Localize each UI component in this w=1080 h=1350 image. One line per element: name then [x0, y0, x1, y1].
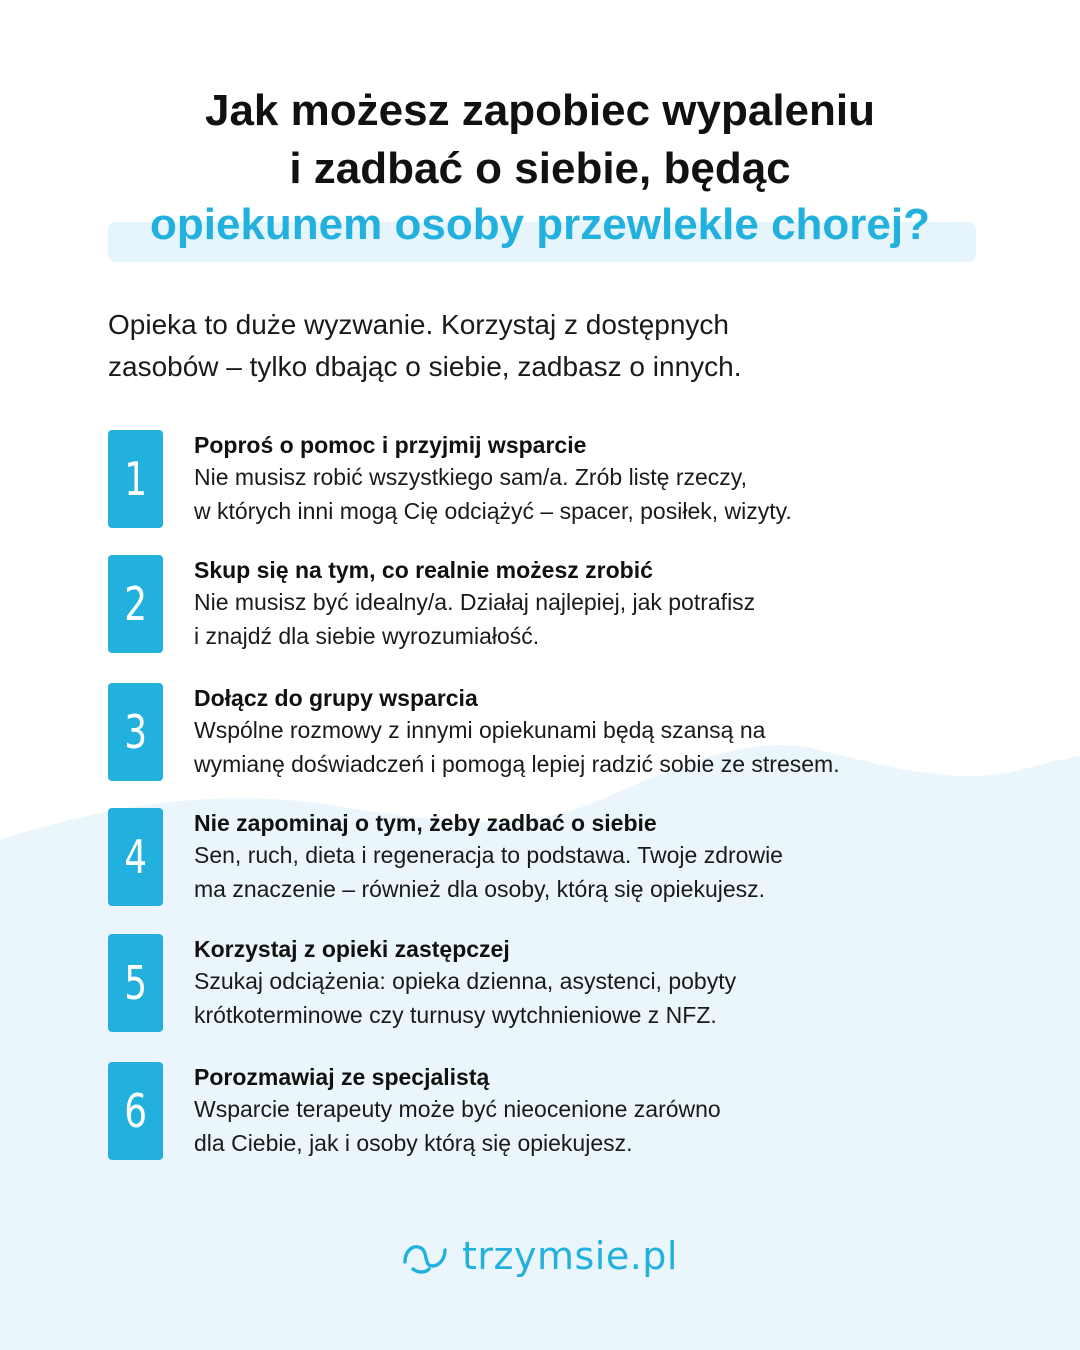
number-label: 2: [124, 577, 147, 631]
item-desc-line-1: Nie musisz być idealny/a. Działaj najlepiej, jak potrafisz: [194, 589, 756, 615]
number-label: 5: [124, 956, 147, 1010]
item-description: [194, 713, 994, 781]
logo-text: trzymsie.pl: [462, 1234, 678, 1278]
item-desc-line-1: Szukaj odciążenia: opieka dzienna, asystenci, pobyty: [194, 968, 737, 994]
list-item: [108, 683, 988, 781]
item-description: [194, 460, 994, 528]
title-line-1: Jak możesz zapobiec wypaleniu: [204, 86, 875, 135]
number-badge: [108, 683, 163, 781]
number-badge: [108, 808, 163, 906]
intro-line-2: zasobów – tylko dbając o siebie, zadbasz o innych.: [108, 351, 742, 382]
number-label: 3: [124, 705, 147, 759]
list-item: [108, 934, 988, 1032]
item-desc-line-1: Nie musisz robić wszystkiego sam/a. Zrób listę rzeczy,: [194, 464, 747, 490]
brand-logo[interactable]: [0, 1228, 1080, 1284]
item-description: [194, 1092, 994, 1160]
item-desc-line-2: krótkoterminowe czy turnusy wytchnieniowe z NFZ.: [194, 1002, 717, 1028]
number-label: 4: [124, 830, 147, 884]
list-item: [108, 808, 988, 906]
number-badge: [108, 1062, 163, 1160]
item-title: Nie zapominaj o tym, żeby zadbać o siebie: [194, 810, 657, 836]
item-title: Skup się na tym, co realnie możesz zrobić: [194, 557, 653, 583]
item-desc-line-1: Sen, ruch, dieta i regeneracja to podstawa. Twoje zdrowie: [194, 842, 783, 868]
item-description: [194, 838, 994, 906]
item-title: Dołącz do grupy wsparcia: [194, 685, 478, 711]
page-title: [0, 82, 1080, 198]
list-item: [108, 1062, 988, 1160]
item-desc-line-1: Wspólne rozmowy z innymi opiekunami będą szansą na: [194, 717, 766, 743]
item-desc-line-2: ma znaczenie – również dla osoby, którą się opiekujesz.: [194, 876, 766, 902]
number-label: 1: [124, 452, 147, 506]
title-accent: opiekunem osoby przewlekle chorej?: [150, 200, 930, 249]
list-item: [108, 430, 988, 528]
item-desc-line-2: dla Ciebie, jak i osoby którą się opiekujesz.: [194, 1130, 633, 1156]
intro-text: [108, 304, 988, 388]
item-desc-line-2: wymianę doświadczeń i pomogą lepiej radzić sobie ze stresem.: [194, 751, 840, 777]
list-item: [108, 555, 988, 653]
item-title: Porozmawiaj ze specjalistą: [194, 1064, 490, 1090]
title-line-2: i zadbać o siebie, będąc: [289, 144, 791, 193]
item-title: Poproś o pomoc i przyjmij wsparcie: [194, 432, 587, 458]
item-title: Korzystaj z opieki zastępczej: [194, 936, 510, 962]
number-label: 6: [124, 1084, 147, 1138]
wave-loop-icon: [402, 1236, 448, 1276]
item-desc-line-2: w których inni mogą Cię odciążyć – spacer, posiłek, wizyty.: [194, 498, 792, 524]
item-desc-line-2: i znajdź dla siebie wyrozumiałość.: [194, 623, 540, 649]
number-badge: [108, 934, 163, 1032]
intro-line-1: Opieka to duże wyzwanie. Korzystaj z dostępnych: [108, 309, 729, 340]
number-badge: [108, 430, 163, 528]
number-badge: [108, 555, 163, 653]
item-desc-line-1: Wsparcie terapeuty może być nieocenione zarówno: [194, 1096, 721, 1122]
item-description: [194, 585, 994, 653]
item-description: [194, 964, 994, 1032]
